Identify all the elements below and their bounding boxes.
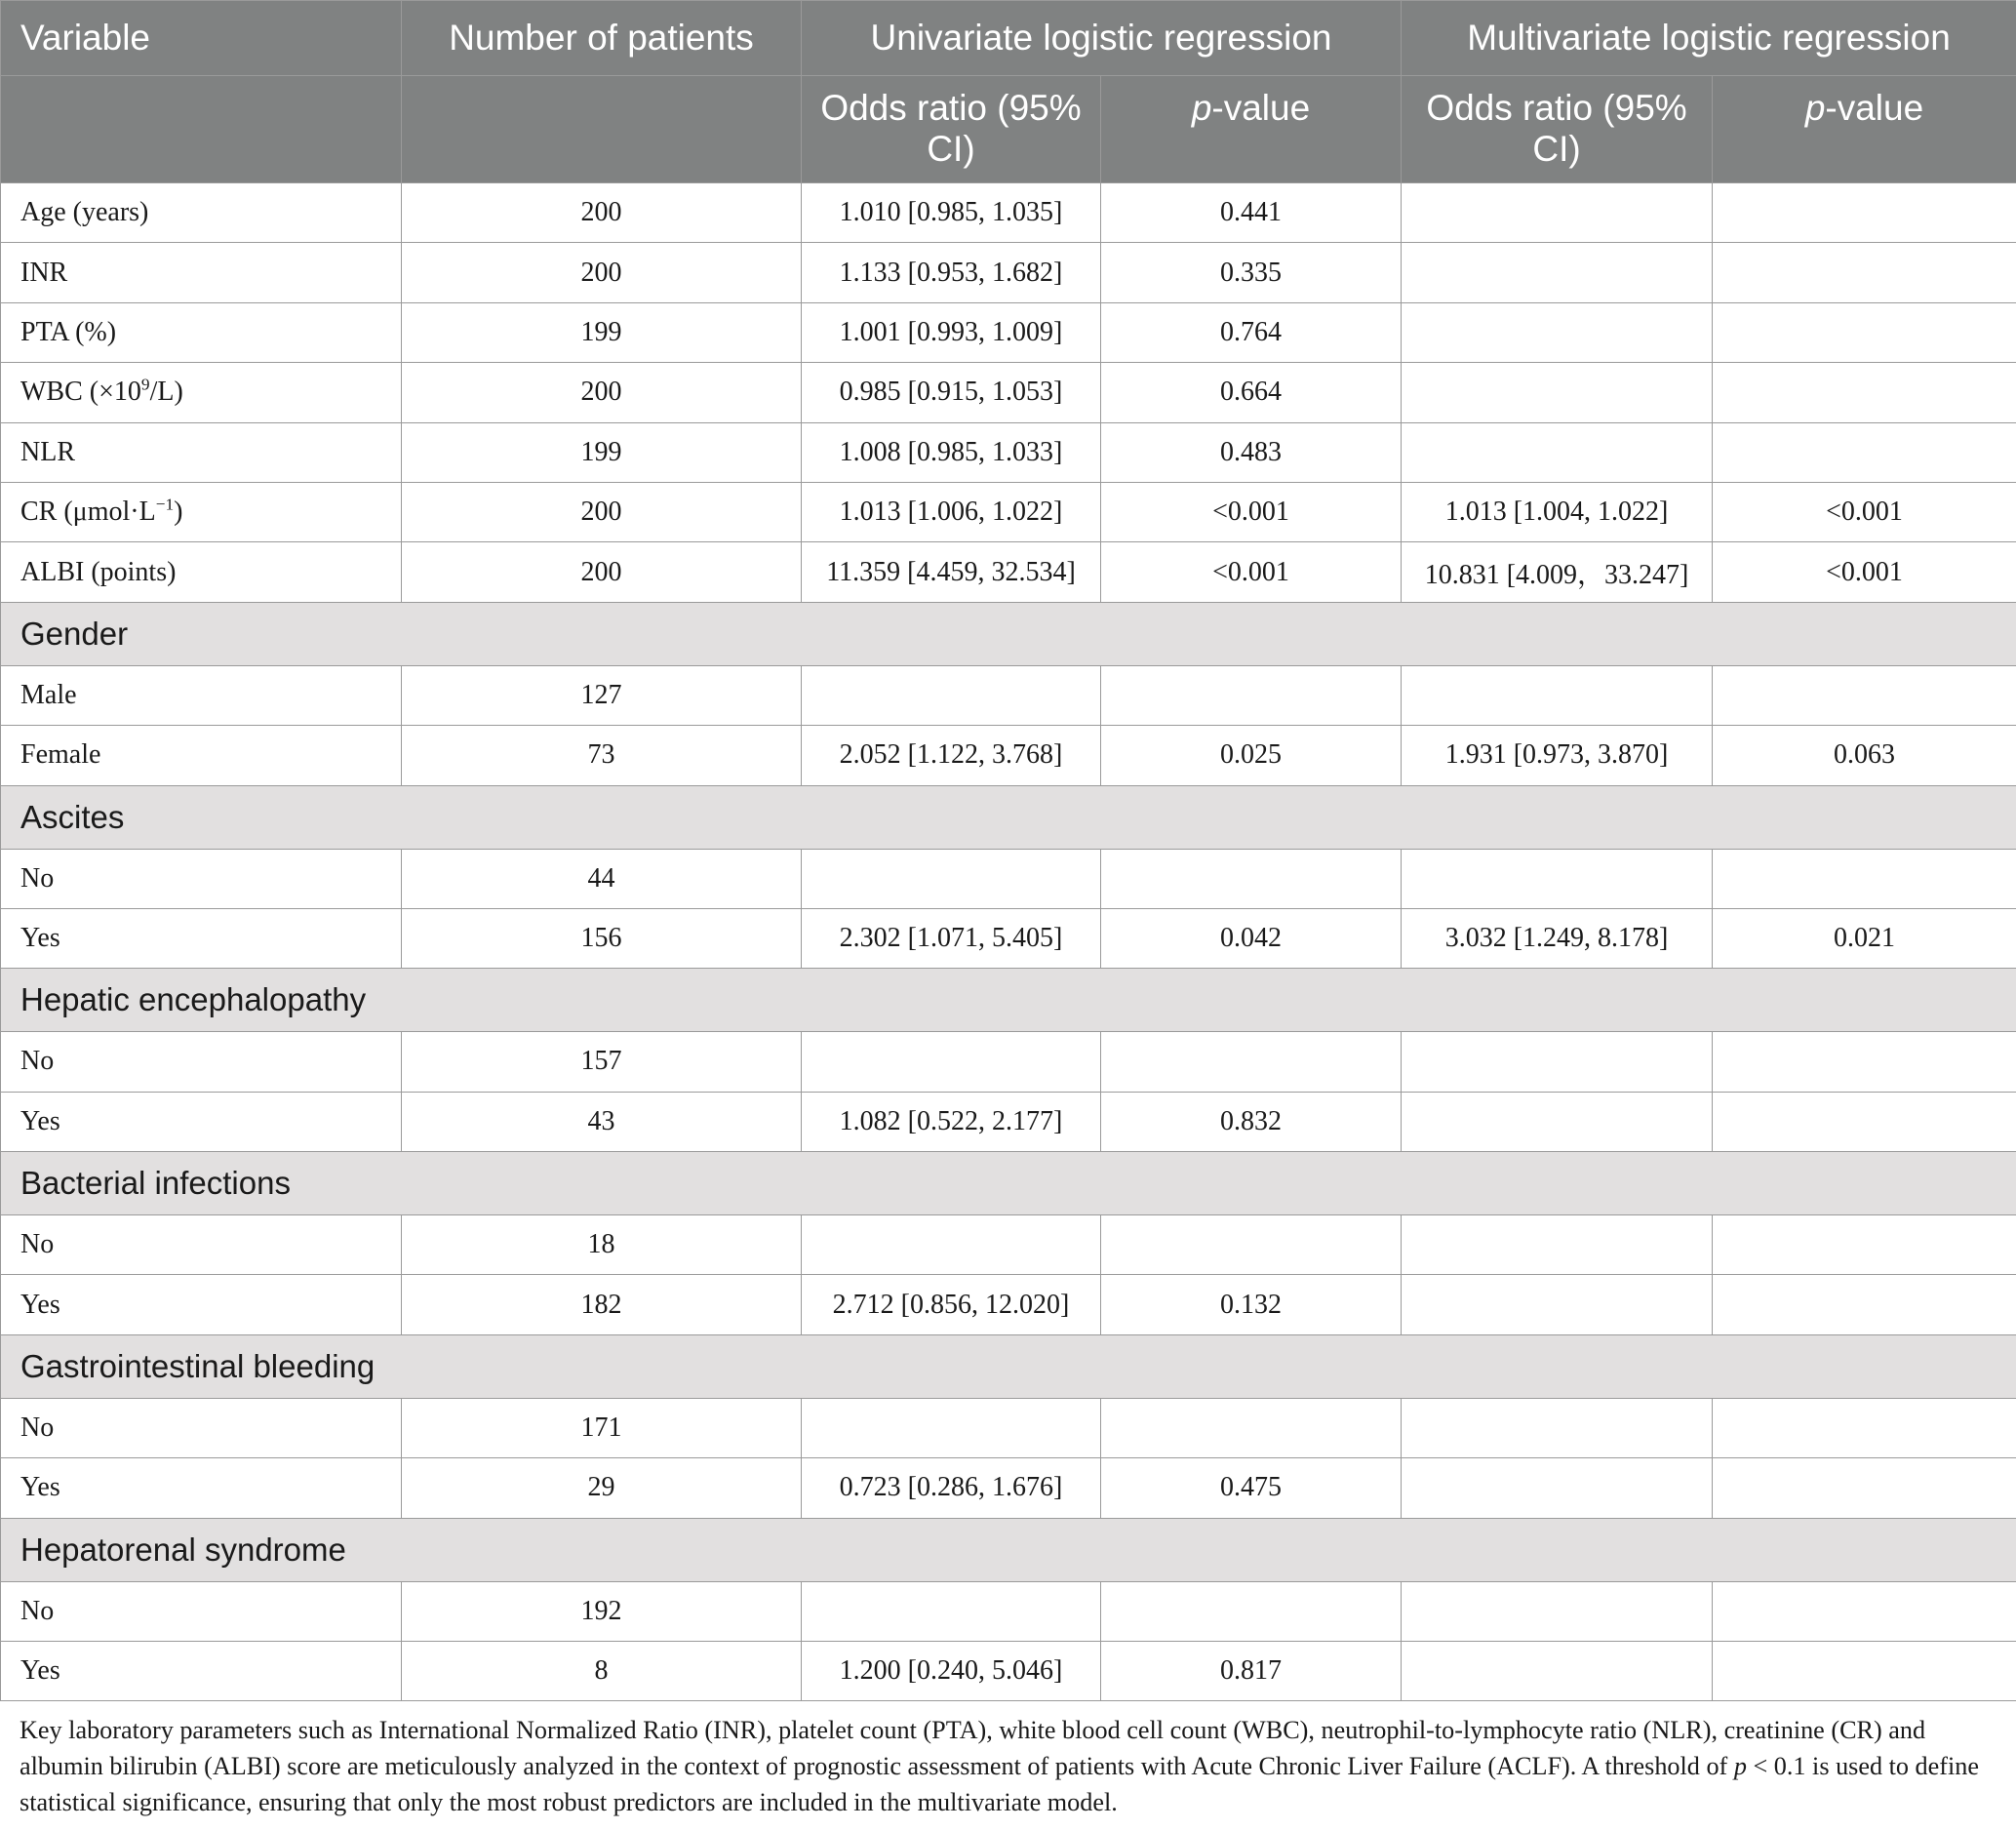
- cell-uni-p-value: 0.441: [1101, 183, 1402, 243]
- cell-multi-odds-ratio: [1402, 1032, 1713, 1092]
- cell-multi-p-value: [1713, 1581, 2016, 1641]
- cell-uni-p-value: 0.832: [1101, 1092, 1402, 1151]
- cell-uni-p-value: 0.764: [1101, 302, 1402, 362]
- group-header-row: [1, 602, 2016, 665]
- header-multi-p-value: [1713, 76, 2016, 183]
- cell-patients: 127: [402, 665, 802, 725]
- cell-uni-p-value: 0.132: [1101, 1275, 1402, 1334]
- cell-patients: 8: [402, 1642, 802, 1701]
- cell-uni-odds-ratio: 1.133 [0.953, 1.682]: [802, 243, 1101, 302]
- cell-variable: NLR: [1, 422, 402, 482]
- cell-multi-odds-ratio: [1402, 1398, 1713, 1457]
- cell-variable: WBC $(\times 10^9/L)$: [1, 363, 402, 422]
- table-row: [1, 908, 2016, 968]
- cell-patients: 200: [402, 243, 802, 302]
- group-title: Gender: [1, 602, 2016, 665]
- cell-multi-odds-ratio: [1402, 665, 1713, 725]
- group-header-row: [1, 1152, 2016, 1215]
- group-header-row: [1, 1334, 2016, 1398]
- cell-multi-p-value: [1713, 1642, 2016, 1701]
- cell-uni-odds-ratio: 2.712 [0.856, 12.020]: [802, 1275, 1101, 1334]
- header-multi-p-value-text: p-value: [1804, 88, 1924, 128]
- cell-variable: No: [1, 849, 402, 908]
- cell-multi-p-value: <0.001: [1713, 542, 2016, 602]
- cell-uni-p-value: [1101, 1215, 1402, 1275]
- header-blank-variable: [1, 76, 402, 183]
- cell-multi-odds-ratio: [1402, 302, 1713, 362]
- cell-multi-odds-ratio: 3.032 [1.249, 8.178]: [1402, 908, 1713, 968]
- cell-uni-p-value: [1101, 849, 1402, 908]
- cell-uni-odds-ratio: 1.200 [0.240, 5.046]: [802, 1642, 1101, 1701]
- cell-uni-odds-ratio: 1.013 [1.006, 1.022]: [802, 482, 1101, 541]
- table-row: [1, 1398, 2016, 1457]
- table-row: [1, 1032, 2016, 1092]
- cell-uni-p-value: 0.664: [1101, 363, 1402, 422]
- cell-patients: 44: [402, 849, 802, 908]
- cell-uni-odds-ratio: 2.052 [1.122, 3.768]: [802, 726, 1101, 785]
- table-row: [1, 1275, 2016, 1334]
- cell-patients: 192: [402, 1581, 802, 1641]
- group-title: Hepatic encephalopathy: [1, 969, 2016, 1032]
- cell-multi-p-value: <0.001: [1713, 482, 2016, 541]
- header-uni-odds-ratio: Odds ratio (95% CI): [802, 76, 1101, 183]
- cell-uni-p-value: [1101, 1032, 1402, 1092]
- cell-uni-odds-ratio: [802, 1032, 1101, 1092]
- cell-patients: 18: [402, 1215, 802, 1275]
- header-row-2: [1, 76, 2016, 183]
- cell-patients: 200: [402, 183, 802, 243]
- cell-variable: Male: [1, 665, 402, 725]
- cell-multi-odds-ratio: [1402, 1458, 1713, 1518]
- cell-uni-p-value: 0.335: [1101, 243, 1402, 302]
- cell-uni-odds-ratio: [802, 1581, 1101, 1641]
- cell-multi-p-value: [1713, 849, 2016, 908]
- cell-multi-p-value: [1713, 1398, 2016, 1457]
- cell-uni-odds-ratio: 2.302 [1.071, 5.405]: [802, 908, 1101, 968]
- cell-variable: Yes: [1, 1458, 402, 1518]
- cell-variable: INR: [1, 243, 402, 302]
- cell-multi-p-value: [1713, 243, 2016, 302]
- cell-uni-odds-ratio: 1.010 [0.985, 1.035]: [802, 183, 1101, 243]
- cell-multi-p-value: [1713, 422, 2016, 482]
- cell-uni-odds-ratio: [802, 1398, 1101, 1457]
- cell-variable: No: [1, 1215, 402, 1275]
- cell-multi-odds-ratio: 10.831 [4.009，33.247]: [1402, 542, 1713, 602]
- table-row: [1, 482, 2016, 541]
- table-row: [1, 542, 2016, 602]
- cell-uni-odds-ratio: 1.008 [0.985, 1.033]: [802, 422, 1101, 482]
- cell-patients: 156: [402, 908, 802, 968]
- cell-multi-odds-ratio: [1402, 422, 1713, 482]
- cell-multi-odds-ratio: [1402, 183, 1713, 243]
- cell-multi-odds-ratio: [1402, 1275, 1713, 1334]
- cell-variable: Yes: [1, 1642, 402, 1701]
- group-title: Ascites: [1, 785, 2016, 849]
- cell-multi-odds-ratio: 1.931 [0.973, 3.870]: [1402, 726, 1713, 785]
- cell-multi-odds-ratio: [1402, 1581, 1713, 1641]
- cell-variable: No: [1, 1581, 402, 1641]
- cell-uni-odds-ratio: [802, 1215, 1101, 1275]
- cell-uni-p-value: 0.042: [1101, 908, 1402, 968]
- cell-patients: 200: [402, 363, 802, 422]
- cell-multi-odds-ratio: [1402, 1642, 1713, 1701]
- cell-variable: Age (years): [1, 183, 402, 243]
- cell-multi-p-value: [1713, 363, 2016, 422]
- group-title: Bacterial infections: [1, 1152, 2016, 1215]
- cell-uni-odds-ratio: 1.082 [0.522, 2.177]: [802, 1092, 1101, 1151]
- cell-multi-p-value: [1713, 302, 2016, 362]
- table-row: [1, 183, 2016, 243]
- cell-patients: 73: [402, 726, 802, 785]
- cell-variable: CR $(\mu mol\cdot L^{-1})$: [1, 482, 402, 541]
- cell-multi-odds-ratio: [1402, 363, 1713, 422]
- header-multivariate: Multivariate logistic regression: [1402, 1, 2016, 76]
- header-uni-p-value-text: p-value: [1191, 88, 1311, 128]
- cell-uni-p-value: <0.001: [1101, 542, 1402, 602]
- cell-multi-p-value: 0.063: [1713, 726, 2016, 785]
- cell-uni-p-value: 0.817: [1101, 1642, 1402, 1701]
- table-body: [1, 183, 2016, 1701]
- table-row: [1, 363, 2016, 422]
- table-row: [1, 1092, 2016, 1151]
- table-header: [1, 1, 2016, 183]
- cell-uni-p-value: [1101, 1581, 1402, 1641]
- cell-variable: No: [1, 1032, 402, 1092]
- table-row: [1, 665, 2016, 725]
- cell-variable: No: [1, 1398, 402, 1457]
- cell-uni-odds-ratio: 1.001 [0.993, 1.009]: [802, 302, 1101, 362]
- cell-variable: ALBI (points): [1, 542, 402, 602]
- cell-multi-p-value: [1713, 1458, 2016, 1518]
- table-row: [1, 849, 2016, 908]
- group-header-row: [1, 969, 2016, 1032]
- cell-variable: Yes: [1, 1275, 402, 1334]
- header-row-1: [1, 1, 2016, 76]
- cell-multi-p-value: [1713, 665, 2016, 725]
- cell-multi-p-value: [1713, 1215, 2016, 1275]
- cell-patients: 157: [402, 1032, 802, 1092]
- header-blank-patients: [402, 76, 802, 183]
- table-row: [1, 422, 2016, 482]
- cell-multi-odds-ratio: [1402, 243, 1713, 302]
- table-row: [1, 726, 2016, 785]
- cell-uni-odds-ratio: [802, 665, 1101, 725]
- cell-variable: PTA (%): [1, 302, 402, 362]
- table-row: [1, 1215, 2016, 1275]
- cell-patients: 200: [402, 542, 802, 602]
- cell-multi-odds-ratio: 1.013 [1.004, 1.022]: [1402, 482, 1713, 541]
- cell-uni-p-value: [1101, 665, 1402, 725]
- table-row: [1, 1458, 2016, 1518]
- header-univariate: Univariate logistic regression: [802, 1, 1402, 76]
- cell-patients: 199: [402, 422, 802, 482]
- cell-patients: 200: [402, 482, 802, 541]
- group-title: Hepatorenal syndrome: [1, 1518, 2016, 1581]
- cell-multi-odds-ratio: [1402, 849, 1713, 908]
- header-variable: Variable: [1, 1, 402, 76]
- cell-uni-odds-ratio: 0.723 [0.286, 1.676]: [802, 1458, 1101, 1518]
- cell-uni-odds-ratio: 0.985 [0.915, 1.053]: [802, 363, 1101, 422]
- cell-multi-odds-ratio: [1402, 1215, 1713, 1275]
- header-number-of-patients: Number of patients: [402, 1, 802, 76]
- group-header-row: [1, 785, 2016, 849]
- cell-variable: Yes: [1, 908, 402, 968]
- table-row: [1, 302, 2016, 362]
- cell-uni-odds-ratio: 11.359 [4.459, 32.534]: [802, 542, 1101, 602]
- group-header-row: [1, 1518, 2016, 1581]
- cell-uni-odds-ratio: [802, 849, 1101, 908]
- cell-patients: 171: [402, 1398, 802, 1457]
- cell-variable: Yes: [1, 1092, 402, 1151]
- cell-uni-p-value: 0.483: [1101, 422, 1402, 482]
- table-row: [1, 243, 2016, 302]
- cell-patients: 43: [402, 1092, 802, 1151]
- cell-multi-p-value: [1713, 1032, 2016, 1092]
- cell-patients: 182: [402, 1275, 802, 1334]
- cell-multi-odds-ratio: [1402, 1092, 1713, 1151]
- cell-patients: 199: [402, 302, 802, 362]
- cell-patients: 29: [402, 1458, 802, 1518]
- table-row: [1, 1642, 2016, 1701]
- cell-multi-p-value: [1713, 1092, 2016, 1151]
- header-uni-p-value: [1101, 76, 1402, 183]
- cell-uni-p-value: 0.025: [1101, 726, 1402, 785]
- cell-uni-p-value: [1101, 1398, 1402, 1457]
- cell-variable: Female: [1, 726, 402, 785]
- table-footnote: Key laboratory parameters such as International Normalized Ratio (INR), platelet count (PTA), white blood cell count (WBC), neutrophil-to-lymphocyte ratio (NLR), creatinine (CR) and albumin bilirubin (ALBI) score are meticulously analyzed in the context of prognostic assessment of patients with Acute Chronic Liver Failure (ACLF). A threshold of p < 0.1 is used to define statistical significance, ensuring that only the most robust predictors are included in the multivariate model.: [20, 1716, 1979, 1816]
- group-title: Gastrointestinal bleeding: [1, 1334, 2016, 1398]
- table-row: [1, 1581, 2016, 1641]
- header-multi-odds-ratio: Odds ratio (95% CI): [1402, 76, 1713, 183]
- cell-uni-p-value: 0.475: [1101, 1458, 1402, 1518]
- cell-multi-p-value: [1713, 183, 2016, 243]
- cell-multi-p-value: 0.021: [1713, 908, 2016, 968]
- cell-uni-p-value: <0.001: [1101, 482, 1402, 541]
- cell-multi-p-value: [1713, 1275, 2016, 1334]
